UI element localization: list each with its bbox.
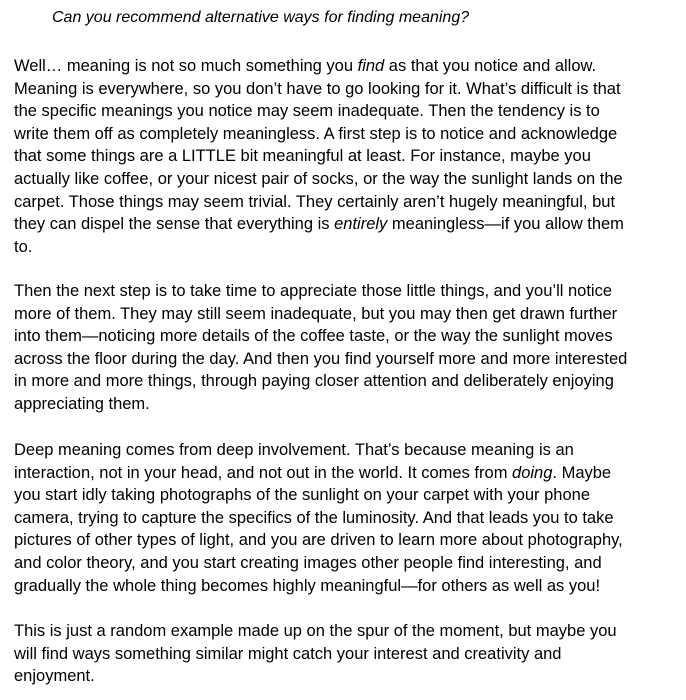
text-run: Deep meaning comes from deep involvement. That’s because meaning is an xyxy=(14,441,574,459)
text-line xyxy=(14,370,686,393)
emphasis-text: doing xyxy=(512,463,553,482)
text-line xyxy=(14,484,686,507)
text-run: appreciating them. xyxy=(14,394,150,413)
text-run: Then the next step is to take time to appreciate those little things, and you’ll notice xyxy=(14,282,613,300)
text-line xyxy=(14,529,686,552)
text-run: enjoyment. xyxy=(14,667,95,686)
text-run: they can dispel the sense that everything is xyxy=(14,215,335,234)
text-run: you start idly taking photographs of the sunlight on your carpet with your phone xyxy=(14,486,591,505)
emphasis-text: find xyxy=(357,57,385,75)
answer-paragraph-2 xyxy=(14,280,686,416)
text-line xyxy=(14,507,686,530)
text-line xyxy=(14,552,686,575)
text-run: actually like coffee, or your nicest pair of socks, or the way the sunlight lands on the xyxy=(14,169,623,188)
text-run: gradually the whole thing becomes highly meaningful—for others as well as you! xyxy=(14,576,601,595)
answer-paragraph-3 xyxy=(14,439,686,597)
text-line xyxy=(14,213,686,236)
answer-paragraph-1 xyxy=(14,55,686,258)
text-line xyxy=(14,620,686,643)
emphasis-text: entirely xyxy=(334,215,388,234)
text-line xyxy=(14,303,686,326)
answer-paragraph-4 xyxy=(14,620,686,688)
text-line xyxy=(14,575,686,598)
text-line xyxy=(14,325,686,348)
text-line xyxy=(14,280,686,303)
text-line xyxy=(14,348,686,371)
text-run: and color theory, and you start creating images other people find interesting, and xyxy=(14,553,602,572)
text-line xyxy=(14,643,686,666)
text-run: will find ways something similar might catch your interest and creativity and xyxy=(14,644,562,663)
text-run: more of them. They may still seem inadequate, but you may then get drawn further xyxy=(14,304,618,323)
text-line xyxy=(14,78,686,101)
text-line xyxy=(14,191,686,214)
text-line xyxy=(14,145,686,168)
text-run: Well… meaning is not so much something you xyxy=(14,57,358,75)
text-run: to. xyxy=(14,237,33,256)
text-run: write them off as completely meaningless. A first step is to notice and acknowledge xyxy=(14,124,618,143)
text-line xyxy=(14,100,686,123)
text-run: the specific meanings you notice may seem inadequate. Then the tendency is to xyxy=(14,102,600,121)
text-run: interaction, not in your head, and not out in the world. It comes from xyxy=(14,463,513,482)
question-heading: Can you recommend alternative ways for finding meaning? xyxy=(52,9,470,26)
text-run: This is just a random example made up on the spur of the moment, but maybe you xyxy=(14,622,617,640)
text-run: pictures of other types of light, and you are driven to learn more about photography, xyxy=(14,531,623,550)
text-line xyxy=(14,665,686,688)
text-run: into them—noticing more details of the coffee taste, or the way the sunlight moves xyxy=(14,327,613,346)
text-line xyxy=(14,236,686,259)
text-line xyxy=(14,439,686,462)
text-run: as that you notice and allow. xyxy=(384,57,597,75)
text-line xyxy=(14,393,686,416)
text-line xyxy=(14,168,686,191)
text-run: camera, trying to capture the specifics of the luminosity. And that leads you to take xyxy=(14,508,614,527)
text-line xyxy=(14,55,686,78)
text-run: that some things are a LITTLE bit meaningful at least. For instance, maybe you xyxy=(14,147,591,166)
text-line xyxy=(14,123,686,146)
text-run: in more and more things, through paying closer attention and deliberately enjoying xyxy=(14,372,614,391)
text-run: carpet. Those things may seem trivial. They certainly aren’t hugely meaningful, but xyxy=(14,192,616,211)
text-line xyxy=(14,462,686,485)
text-run: Meaning is everywhere, so you don’t have to go looking for it. What’s difficult is that xyxy=(14,79,621,98)
text-run: . Maybe xyxy=(552,463,612,482)
text-run: across the floor during the day. And then you find yourself more and more interested xyxy=(14,349,628,368)
text-run: meaningless—if you allow them xyxy=(387,215,624,234)
